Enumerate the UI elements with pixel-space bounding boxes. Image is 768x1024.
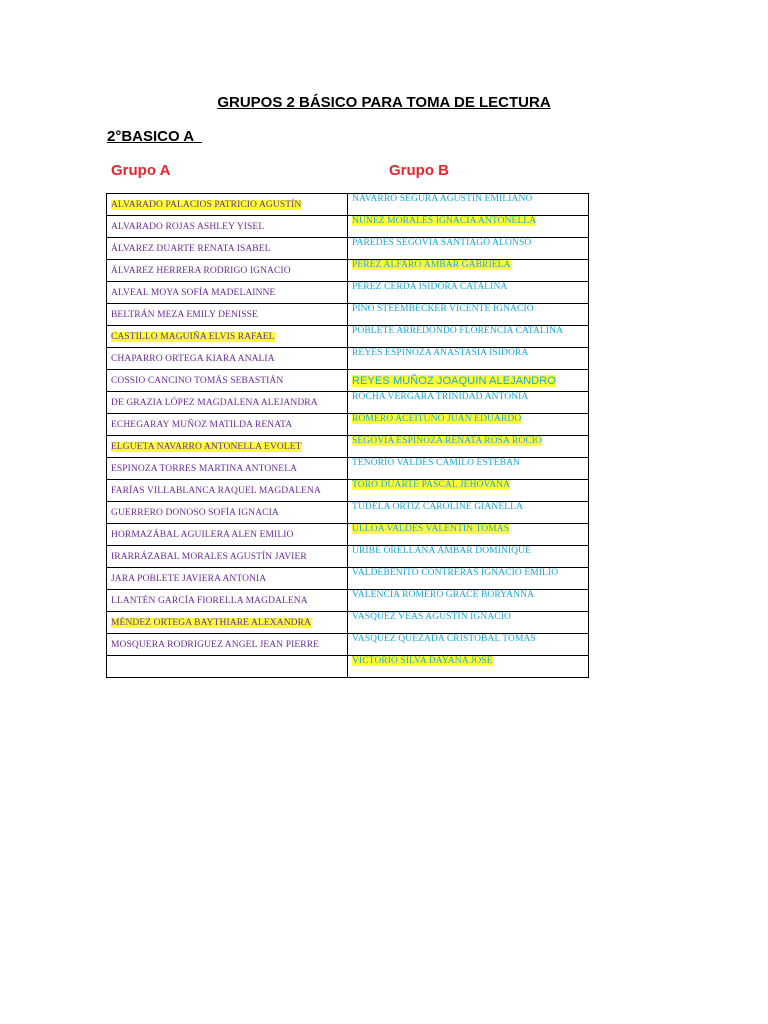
group-a-cell xyxy=(107,216,348,238)
student-name-b: POBLETE ARREDONDO FLORENCIA CATALINA xyxy=(352,326,564,336)
table-row xyxy=(107,304,589,326)
student-name-a: BELTRÁN MEZA EMILY DENISSE xyxy=(111,309,258,320)
group-a-cell xyxy=(107,348,348,370)
table-row xyxy=(107,590,589,612)
group-b-cell xyxy=(348,502,589,524)
group-b-cell xyxy=(348,282,589,304)
group-b-cell xyxy=(348,326,589,348)
group-b-cell xyxy=(348,590,589,612)
group-a-cell xyxy=(107,260,348,282)
group-b-cell xyxy=(348,656,589,678)
table-row xyxy=(107,216,589,238)
group-a-cell xyxy=(107,590,348,612)
student-name-a: FARÍAS VILLABLANCA RAQUEL MAGDALENA xyxy=(111,485,321,496)
student-name-a: GUERRERO DONOSO SOFÍA IGNACIA xyxy=(111,507,279,518)
group-a-cell xyxy=(107,524,348,546)
group-a-cell xyxy=(107,370,348,392)
table-row xyxy=(107,414,589,436)
group-b-cell xyxy=(348,392,589,414)
student-name-b: PÉREZ ALFARO ÁMBAR GABRIELA xyxy=(352,260,511,270)
student-name-b: REYES ESPINOZA ANASTASIA ISIDORA xyxy=(352,348,529,358)
group-a-label: Grupo A xyxy=(111,162,171,179)
student-name-b: URIBE ORELLANA ÁMBAR DOMINIQUE xyxy=(352,546,532,556)
student-name-b: PAREDES SEGOVIA SANTIAGO ALONSO xyxy=(352,238,532,248)
student-name-a: DE GRAZIA LÓPEZ MAGDALENA ALEJANDRA xyxy=(111,397,318,408)
table-row xyxy=(107,392,589,414)
student-name-b: TORO DUARTE PASCAL JEHOVANA xyxy=(352,480,511,490)
group-b-cell xyxy=(348,480,589,502)
student-name-a: ECHEGARAY MUÑOZ MATILDA RENATA xyxy=(111,419,293,430)
group-a-cell xyxy=(107,414,348,436)
student-name-b: VASQUEZ VEAS AGUSTÍN IGNACIO xyxy=(352,612,511,622)
group-a-cell xyxy=(107,326,348,348)
table-row xyxy=(107,436,589,458)
group-a-cell xyxy=(107,634,348,656)
roster-body xyxy=(107,194,589,678)
table-row xyxy=(107,282,589,304)
group-b-cell xyxy=(348,612,589,634)
student-name-b: NAVARRO SEGURA AGUSTÍN EMILIANO xyxy=(352,194,533,204)
group-a-cell xyxy=(107,546,348,568)
student-name-b: REYES MUÑOZ JOAQUIN ALEJANDRO xyxy=(352,374,556,387)
student-name-b: PINO STEEMBECKER VICENTE IGNACIO xyxy=(352,304,534,314)
table-row xyxy=(107,524,589,546)
group-a-cell xyxy=(107,480,348,502)
table-row xyxy=(107,260,589,282)
group-a-cell xyxy=(107,458,348,480)
student-name-a: CHAPARRO ORTEGA KIARA ANALIA xyxy=(111,353,275,364)
student-name-b: TUDELA ORTIZ CAROLINE GIANELLA xyxy=(352,502,524,512)
table-row xyxy=(107,568,589,590)
student-name-a: ALVARADO PALACIOS PATRICIO AGUSTÍN xyxy=(111,199,302,210)
group-a-cell xyxy=(107,304,348,326)
table-row xyxy=(107,480,589,502)
group-a-cell xyxy=(107,656,348,678)
student-name-a: ÁLVAREZ HERRERA RODRIGO IGNACIO xyxy=(111,265,291,276)
student-name-a: HORMAZÁBAL AGUILERA ALEN EMILIO xyxy=(111,529,294,540)
group-b-cell xyxy=(348,436,589,458)
student-name-a: COSSIO CANCINO TOMÁS SEBASTIÁN xyxy=(111,375,284,386)
group-a-cell xyxy=(107,436,348,458)
student-name-b: VICTORIO SILVA DAYANA JOSÉ xyxy=(352,656,493,666)
group-b-cell xyxy=(348,304,589,326)
student-name-a: ALVARADO ROJAS ASHLEY YISEL xyxy=(111,221,265,232)
student-name-b: VASQUEZ QUEZADA CRISTOBAL TOMAS xyxy=(352,634,536,644)
table-row xyxy=(107,502,589,524)
student-name-a: ALVEAL MOYA SOFÍA MADELAINNE xyxy=(111,287,276,298)
group-b-cell xyxy=(348,568,589,590)
table-row xyxy=(107,348,589,370)
student-name-a: JARA POBLETE JAVIERA ANTONIA xyxy=(111,573,267,584)
group-a-cell xyxy=(107,282,348,304)
table-row xyxy=(107,546,589,568)
student-name-a: CASTILLO MAGUIÑA ELVIS RAFAEL xyxy=(111,331,275,342)
student-name-a: IRARRÁZABAL MORALES AGUSTÍN JAVIER xyxy=(111,551,307,562)
group-a-cell xyxy=(107,568,348,590)
group-b-cell xyxy=(348,194,589,216)
student-name-b: VALENCIA ROMERO GRACE BORYANNA xyxy=(352,590,535,600)
group-a-cell xyxy=(107,194,348,216)
student-name-b: ROCHA VERGARA TRINIDAD ANTONIA xyxy=(352,392,529,402)
group-b-cell xyxy=(348,348,589,370)
group-b-cell xyxy=(348,260,589,282)
group-a-cell xyxy=(107,502,348,524)
table-row xyxy=(107,238,589,260)
student-name-b: VALDEBENITO CONTRERAS IGNACIO EMILIO xyxy=(352,568,559,578)
group-b-cell xyxy=(348,216,589,238)
student-name-b: NÚÑEZ MORALES IGNACIA ANTONELLA xyxy=(352,216,537,226)
document-title: GRUPOS 2 BÁSICO PARA TOMA DE LECTURA xyxy=(217,94,551,111)
group-b-label: Grupo B xyxy=(389,162,449,179)
student-name-b: ROMERO ACEITUNO JUAN EDUARDO xyxy=(352,414,522,424)
group-b-cell xyxy=(348,634,589,656)
group-b-cell xyxy=(348,238,589,260)
group-b-cell xyxy=(348,458,589,480)
student-name-a: LLANTÉN GARCÍA FIORELLA MAGDALENA xyxy=(111,595,308,606)
student-name-b: TENORIO VALDÉS CAMILO ESTEBAN xyxy=(352,458,521,468)
group-b-cell xyxy=(348,414,589,436)
group-b-cell xyxy=(348,546,589,568)
class-subtitle: 2°BASICO A xyxy=(107,128,202,145)
group-a-cell xyxy=(107,392,348,414)
student-name-b: PEREZ CERDA ISIDORA CATALINA xyxy=(352,282,508,292)
roster-table xyxy=(106,193,589,678)
student-name-a: ESPINOZA TORRES MARTINA ANTONELA xyxy=(111,463,298,474)
table-row xyxy=(107,612,589,634)
student-name-a: MOSQUERA RODRIGUEZ ANGEL JEAN PIERRE xyxy=(111,639,320,650)
table-row xyxy=(107,370,589,392)
group-a-cell xyxy=(107,238,348,260)
group-a-cell xyxy=(107,612,348,634)
student-name-a: MÉNDEZ ORTEGA BAYTHIARE ALEXANDRA xyxy=(111,617,312,628)
group-b-cell xyxy=(348,370,589,392)
table-row xyxy=(107,458,589,480)
student-name-b: SEGOVIA ESPINOZA RENATA ROSA ROCÍO xyxy=(352,436,543,446)
student-name-a: ÁLVAREZ DUARTE RENATA ISABEL xyxy=(111,243,271,254)
table-row xyxy=(107,634,589,656)
table-row xyxy=(107,194,589,216)
table-row xyxy=(107,656,589,678)
student-name-b: ULLOA VALDÉS VALENTÍN TOMÁS xyxy=(352,524,510,534)
student-name-a: ELGUETA NAVARRO ANTONELLA EVOLET xyxy=(111,441,302,452)
table-row xyxy=(107,326,589,348)
group-b-cell xyxy=(348,524,589,546)
